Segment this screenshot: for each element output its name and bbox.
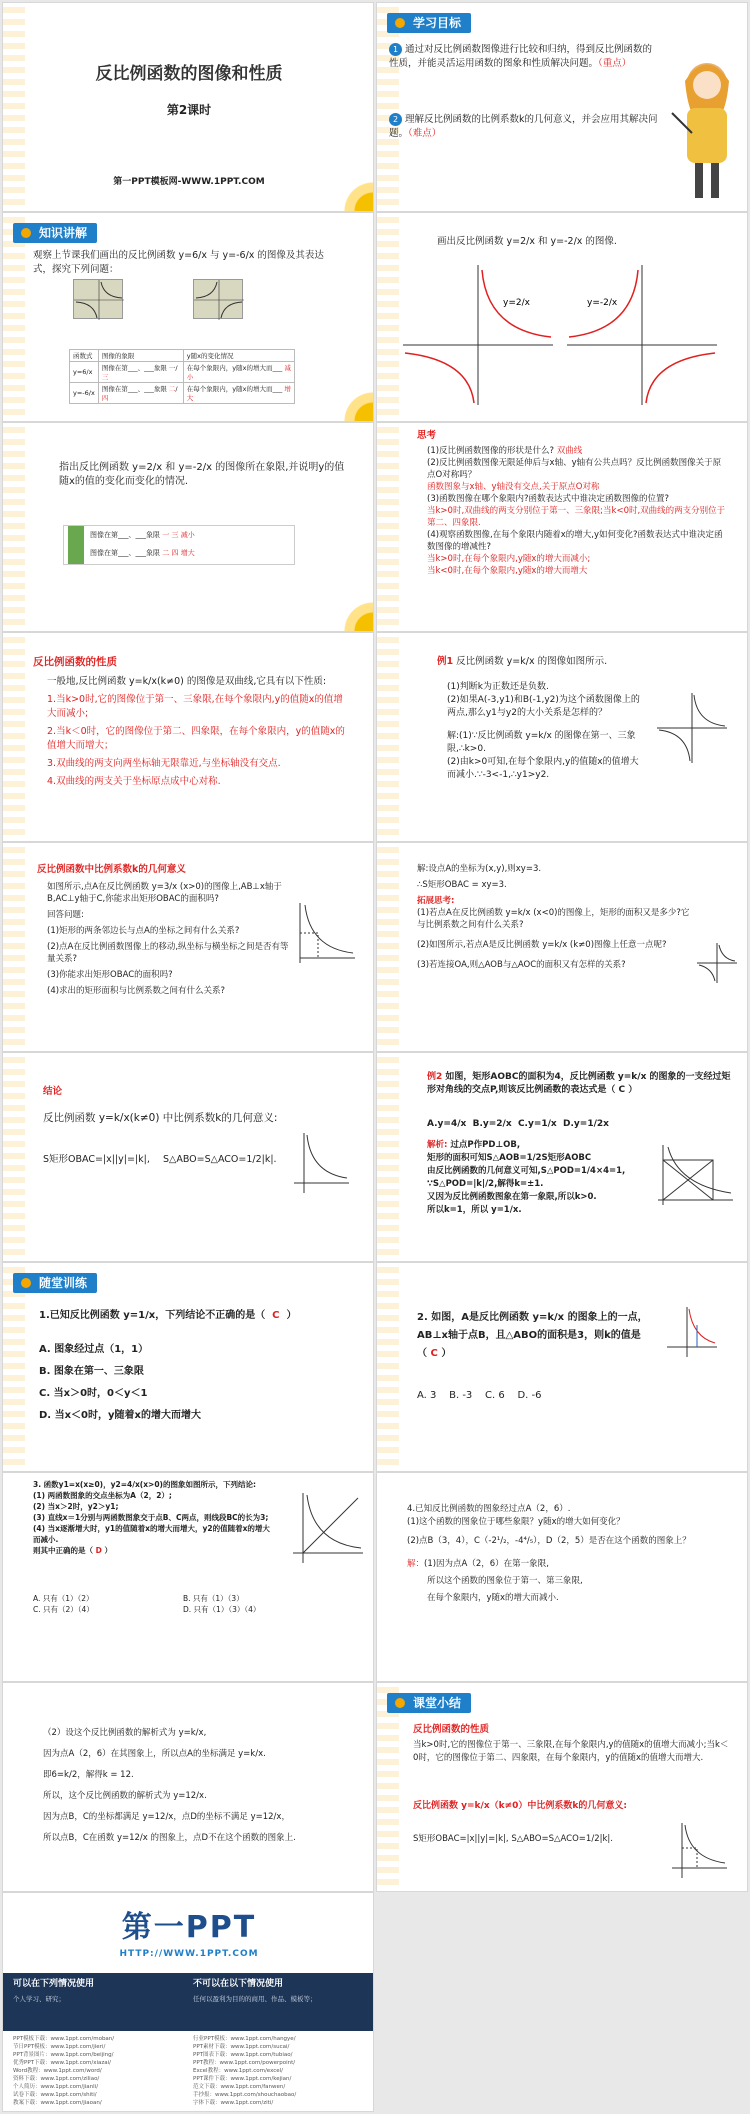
goal-1: 1 通过对反比例函数图像进行比较和归纳，得到反比例函数的性质，并能灵活运用函数的图象和性质解决问题。（重点） [389, 44, 653, 69]
slide-practice4 [376, 1472, 748, 1682]
heading: 反比例函数的性质 [33, 656, 117, 668]
footer-link[interactable]: Excel教程：www.1ppt.com/excel/ [193, 2068, 284, 2074]
site-credit: 第一PPT模板网-WWW.1PPT.COM [113, 177, 265, 187]
slide-practice3 [2, 1472, 374, 1682]
decor-corner [333, 391, 373, 421]
example-body: (1)判断k为正数还是负数. (2)如果A(-3,y1)和B(-1,y2)为这个函数图像上的两点,那么y1与y2的大小关系是怎样的？ 解:(1)∵反比例函数 y=k/x 的图像在第一、三象限,∴k>0. (2)由k>0可知,在每个象限内,y的值随x的值增大而减小.∵-3<-1,∴y1>y2. [447, 682, 640, 780]
decor-stripes [3, 1263, 25, 1471]
decor-stripes [377, 633, 399, 841]
example2-question: 例2 如图，矩形AOBC的面积为4，反比例函数 y=k/x 的图象的一支经过矩形对角线的交点P,则该反比例函数的表达式是（ C ） [427, 1072, 731, 1095]
decor-stripes [377, 423, 399, 631]
slide-knowledge [2, 212, 374, 422]
practice1-options: A. 图象经过点（1，1） B. 图象在第一、三象限 C. 当x＞0时，0＜y＜1 D. 当x＜0时，y随着x的增大而增大 [39, 1344, 201, 1421]
slide-draw-graphs [376, 212, 748, 422]
practice1-question: 1.已知反比例函数 y=1/x，下列结论不正确的是（ C ） [39, 1310, 297, 1321]
graph-y-6-over-x [73, 279, 123, 319]
heading: 结论 [43, 1086, 63, 1097]
slide-summary [376, 1682, 748, 1892]
footer-link[interactable]: PPT课件下载：www.1ppt.com/kejian/ [193, 2076, 292, 2082]
teacher-illustration [667, 53, 742, 203]
decor-stripes [377, 1263, 399, 1471]
footer-link[interactable]: PPT模板下载：www.1ppt.com/moban/ [13, 2036, 115, 2042]
decor-corner [333, 601, 373, 631]
footer-link[interactable]: 行业PPT模板：www.1ppt.com/hangye/ [193, 2036, 296, 2042]
decor-stripes [377, 843, 399, 1051]
conclusion-graph [289, 1133, 349, 1193]
graph-y-neg2-over-x [567, 265, 717, 405]
footer-cannot-heading: 不可以在以下情况使用 [193, 1979, 284, 1989]
slide-practice1 [2, 1262, 374, 1472]
slide-practice4-part2 [2, 1682, 374, 1892]
practice2-question: 2. 如图，A是反比例函数 y=k/x 的图象上的一点，AB⊥x轴于点B，且△ABO的面积是3，则k的值是（ C ） [417, 1312, 648, 1359]
practice2-graph [667, 1307, 717, 1357]
k-meaning-body: 如图所示,点A在反比例函数 y=3/x (x>0)的图像上,AB⊥x轴于B,AC⊥y轴于C,你能求出矩形OBAC的面积吗? 回答问题: (1)矩形的两条邻边长与点A的坐标之间有什么关系? (2)点A在反比例函数图像上的移动,纵坐标与横坐标之间是否有等量关系? (3)你能求出矩形OBAC的面积吗? (4)求出的矩形面积与比例系数之间有什么关系? [47, 882, 289, 996]
footer-link[interactable]: 教案下载：www.1ppt.com/jiaoan/ [13, 2100, 102, 2106]
example2-options: A.y=4/x B.y=2/x C.y=1/x D.y=1/2x [427, 1119, 609, 1129]
slide-properties [2, 632, 374, 842]
practice4-body: 4.已知反比例函数的图象经过点A（2，6）. (1)这个函数的图象位于哪些象限？y随x的增大如何变化？ (2)点B（3，4），C（-2¹/₂，-4⁴/₅），D（2，5）是否在这个函数的图象上？ 解：(1)因为点A（2，6）在第一象限, 所以这个函数的图象位于第一、第三象限, 在每个象限内，y随x的增大而减小. [407, 1504, 691, 1603]
conclusion-text: 反比例函数 y=k/x(k≠0) 中比例系数k的几何意义: [43, 1112, 278, 1124]
decor-stripes [3, 633, 25, 841]
heading: 反比例函数中比例系数k的几何意义 [37, 864, 186, 875]
example2-solution: 解析: 过点P作PD⊥OB, 矩形的面积可知S△AOB=1/2S矩形AOBC 由反比例函数的几何意义可知,S△POD=1/4×4=1, ∵S△POD=|k|/2,解得k=±1. 又因为反比例函数图象在第一象限,所以k>0. 所以k=1，所以 y=1/x. [427, 1140, 626, 1215]
slide-extension [376, 842, 748, 1052]
footer-link[interactable]: PPT素材下载：www.1ppt.com/sucai/ [193, 2044, 290, 2050]
formula-tri: S△ABO=S△ACO=1/2|k|. [163, 1154, 277, 1165]
section-tag: 知识讲解 [13, 223, 97, 243]
decor-stripes [3, 843, 25, 1051]
heading: 思考 [417, 430, 437, 441]
summary-graph [667, 1823, 727, 1878]
footer-link[interactable]: 资料下载：www.1ppt.com/ziliao/ [13, 2076, 100, 2082]
slide-example1 [376, 632, 748, 842]
footer-link[interactable]: PPT背景图片：www.1ppt.com/beijing/ [13, 2052, 114, 2058]
footer-link[interactable]: 字体下载：www.1ppt.com/ziti/ [193, 2100, 274, 2106]
decor-stripes [377, 3, 399, 211]
extension-graph [697, 943, 737, 983]
summary-table: 图像在第___、___象限 一 三 减小 图像在第___、___象限 二 四 增大 [63, 525, 295, 565]
section-tag: 学习目标 [387, 13, 471, 33]
footer-link[interactable]: Word教程：www.1ppt.com/word/ [13, 2068, 102, 2074]
decor-stripes [377, 1683, 399, 1891]
footer-links-left [13, 2035, 183, 2107]
slide-footer [2, 1892, 374, 2112]
decor-stripes [377, 213, 399, 421]
section-tag: 课堂小结 [387, 1693, 471, 1713]
question-text: 指出反比例函数 y=2/x 和 y=-2/x 的图像所在象限,并说明y的值随x的值的变化而变化的情况. [59, 462, 345, 487]
summary-body: 当k>0时,它的图像位于第一、三象限,在每个象限内,y的值随x的值增大而减小;当k＜0时，它的图像位于第二、四象限，在每个象限内，y的值随x的值增大而增大. [413, 1740, 729, 1763]
example-header: 例1 反比例函数 y=k/x 的图像如图所示. [437, 656, 608, 667]
intro-text: 观察上节课我们画出的反比例函数 y=6/x 与 y=-6/x 的图像及其表达式，探究下列问题： [33, 250, 324, 275]
footer-link[interactable]: PPT教程：www.1ppt.com/powerpoint/ [193, 2060, 296, 2066]
slide-thinking [376, 422, 748, 632]
slide-title [2, 2, 374, 212]
thinking-body: (1)反比例函数图像的形状是什么? 双曲线 (2)反比例函数图像无限延伸后与x轴、y轴有公共点吗？反比例函数图像关于原点O对称吗？ 函数图象与x轴、y轴没有交点,关于原点O对称 (3)函数图像在哪个象限内?函数表达式中谁决定函数图像的位置? 当k>0时,双曲线的两支分别位于第一、三象限;当k<0时,双曲线的两支分别位于第二、四象限. (4)观察函数图像,在每个象限内随着x的增大,y如何变化?函数表达式中谁决定函数图像的增减性? 当k>0时,在每个象限内,y随x的增大而减小; 当k<0时,在每个象限内,y随x的增大而增大 [427, 446, 726, 576]
decor-corner [333, 181, 373, 211]
practice3-graph [293, 1493, 363, 1563]
decor-stripes [377, 1053, 399, 1261]
footer-links-right [193, 2035, 368, 2107]
footer-link[interactable]: 优秀PPT下载：www.1ppt.com/xiazai/ [13, 2060, 112, 2066]
footer-link[interactable]: 个人简历：www.1ppt.com/jianli/ [13, 2084, 99, 2090]
summary-formula: S矩形OBAC=|x||y|=|k|, S△ABO=S△ACO=1/2|k|. [413, 1834, 613, 1844]
observation-table: 函数式 图像的象限 y随x的变化情况 y=6/x 图像在第___、___象限 一/三 在每个象限内，y随x的增大而___ 减小 y=-6/x 图像在第___、___象限 二/四 在每个象限内，y随x的增大而___ 增大 [69, 349, 295, 404]
summary-heading-2: 反比例函数 y=k/x（k≠0）中比例系数k的几何意义: [413, 1801, 627, 1811]
formula-rect: S矩形OBAC=|x||y|=|k|, [43, 1154, 150, 1165]
slide-practice2 [376, 1262, 748, 1472]
lesson-title: 反比例函数的图像和性质 [95, 64, 283, 84]
summary-heading-1: 反比例函数的性质 [413, 1724, 490, 1735]
footer-link[interactable]: 节日PPT模板：www.1ppt.com/jieri/ [13, 2044, 106, 2050]
slide-example2 [376, 1052, 748, 1262]
practice3-options: A. 只有（1）（2） B. 只有（1）（3） C. 只有（2）（4） D. 只有（1）（3）（4） [33, 1594, 261, 1614]
practice4-solution: （2）设这个反比例函数的解析式为 y=k/x, 因为点A（2，6）在其图象上，所以点A的坐标满足 y=k/x. 即6=k/2，解得k = 12. 所以，这个反比例函数的解析式为 y=12/x. 因为点B，C的坐标都满足 y=12/x，点D的坐标不满足 y=12/x， 所以点B，C在函数 y=12/x 的图象上，点D不在这个函数的图象上. [43, 1728, 296, 1843]
slide-k-meaning [2, 842, 374, 1052]
slide-conclusion [2, 1052, 374, 1262]
slide-goals [376, 2, 748, 212]
practice2-options: A. 3 B. -3 C. 6 D. -6 [417, 1390, 542, 1401]
footer-can-heading: 可以在下列情况使用 [13, 1979, 95, 1989]
example1-graph [657, 693, 727, 763]
extension-body: 解:设点A的坐标为(x,y),则xy=3. ∴S矩形OBAC = xy=3. 拓展思考: (1)若点A在反比例函数 y=k/x (x<0)的图像上，矩形的面积又是多少?它与比例系数之间有什么关系? (2)如图所示,若点A是反比例函数 y=k/x (k≠0)图像上任意一点呢? (3)若连接OA,则△AOB与△AOC的面积又有怎样的关系? [417, 864, 690, 970]
instruction: 画出反比例函数 y=2/x 和 y=-2/x 的图像. [437, 236, 617, 247]
rectangle-graph [295, 903, 355, 963]
footer-logo: 第一PPT [121, 1910, 257, 1945]
footer-cannot-text: 任何以盈利为目的的商用、作品、模板等； [193, 1995, 317, 2003]
section-tag: 随堂训练 [13, 1273, 97, 1293]
graph-y-2-over-x [403, 265, 553, 405]
practice3-body: 3. 函数y1=x(x≥0)，y2=4/x(x>0)的图象如图所示，下列结论: (1) 两函数图象的交点坐标为A（2，2）; (2) 当x＞2时，y2＞y1; (3) 直线x＝1分别与两函数图象交于点B、C两点，则线段BC的长为3; (4) 当x逐渐增大时，y1的值随着x的增大而增大，y2的值随着x的增大而减小. 则其中正确的是（ D ） [33, 1480, 270, 1555]
decor-stripes [3, 213, 25, 421]
goal-2: 2 理解反比例函数的比例系数k的几何意义，并会应用其解决问题。（难点） [389, 114, 658, 139]
footer-url[interactable]: HTTP://WWW.1PPT.COM [119, 1949, 259, 1959]
footer-link[interactable]: 范文下载：www.1ppt.com/fanwen/ [193, 2084, 286, 2090]
footer-link[interactable]: 试卷下载：www.1ppt.com/shiti/ [13, 2092, 97, 2098]
footer-link[interactable]: 手抄报：www.1ppt.com/shouchaobao/ [193, 2092, 297, 2098]
footer-can-text: 个人学习、研究； [13, 1995, 65, 2003]
label-y-neg2-over-x: y=-2/x [587, 298, 618, 308]
slide-quadrants [2, 422, 374, 632]
graph-y-neg6-over-x [193, 279, 243, 319]
label-y-2-over-x: y=2/x [503, 298, 530, 308]
footer-link[interactable]: PPT图表下载：www.1ppt.com/tubiao/ [193, 2052, 293, 2058]
example2-graph [653, 1145, 733, 1205]
lesson-subtitle: 第2课时 [166, 103, 212, 117]
decor-stripes [3, 423, 25, 631]
decor-stripes [3, 1053, 25, 1261]
properties-body: 一般地,反比例函数 y=k/x(k≠0) 的图像是双曲线,它具有以下性质: 1.当k>0时,它的图像位于第一、三象限,在每个象限内,y的值随x的值增大而减小; 2.当k＜0时，它的图像位于第二、四象限，在每个象限内，y的值随x的值增大而增大； 3.双曲线的两支向两坐标轴无限靠近,与坐标轴没有交点. 4.双曲线的两支关于坐标原点成中心对称. [47, 676, 345, 787]
